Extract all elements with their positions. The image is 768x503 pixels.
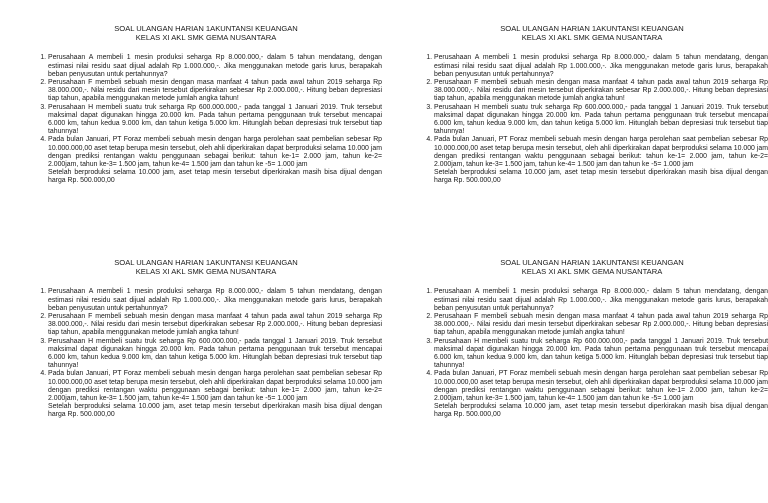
worksheet-copy-2 (408, 24, 768, 264)
question-2: 2. Perusahaan F membeli sebuah mesin dengan masa manfaat 4 tahun pada awal tahun 2019 seharga Rp 38.000.000,-. Nilai residu dari mesin tersebut diperkirakan sebesar Rp 2.000.000,-. Hitung beban depresiasi tiap tahun, apabila menggunakan metode jumlah angka tahun! (434, 79, 768, 104)
header-class: KELAS XI AKL SMK GEMA NUSANTARA (521, 33, 663, 43)
question-4-note: Setelah berproduksi selama 10.000 jam, aset tetap mesin tersebut diperkirakan masih bisa dijual dengan harga Rp. 500.000,00 (48, 169, 382, 185)
worksheet-header (30, 24, 382, 42)
question-4 (48, 136, 382, 185)
worksheet-header (30, 258, 382, 276)
header-title: SOAL ULANGAN HARIAN 1AKUNTANSI KEUANGAN (500, 24, 684, 33)
question-4-note: Setelah berproduksi selama 10.000 jam, aset tetap mesin tersebut diperkirakan masih bisa dijual dengan harga Rp. 500.000,00 (434, 169, 768, 185)
question-4-text: Pada bulan Januari, PT Foraz membeli sebuah mesin dengan harga perolehan saat pembelian sebesar Rp 10.000.000,00 aset tetap berupa mesin tersebut, oleh ahli diperkirakan dapat berproduksi selama 10.000 jam dengan prediksi rentangan waktu penggunaan sebagai berikut: tahun ke-1= 2.000 jam, tahun ke-2= 2.000jam, tahun ke-3= 1.500 jam, tahun ke-4= 1.500 jam dan tahun ke -5= 1.000 jam (434, 370, 768, 403)
question-3: 3. Perusahaan H membeli suatu truk seharga Rp 600.000.000,- pada tanggal 1 Januari 2019. Truk tersebut maksimal dapat digunakan hingga 20.000 km. Pada tahun pertama penggunaan truk tersebut mencapai 6.000 km, tahun kedua 9.000 km, dan tahun ketiga 5.000 km. Hitunglah beban depresiasi truk tersebut tiap tahunnya! (434, 104, 768, 137)
question-4-text: Pada bulan Januari, PT Foraz membeli sebuah mesin dengan harga perolehan saat pembelian sebesar Rp 10.000.000,00 aset tetap berupa mesin tersebut, oleh ahli diperkirakan dapat berproduksi selama 10.000 jam dengan prediksi rentangan waktu penggunaan sebagai berikut: tahun ke-1= 2.000 jam, tahun ke-2= 2.000jam, tahun ke-3= 1.500 jam, tahun ke-4= 1.500 jam dan tahun ke -5= 1.000 jam (48, 136, 382, 169)
header-class: KELAS XI AKL SMK GEMA NUSANTARA (135, 33, 277, 43)
worksheet-copy-3 (22, 258, 382, 498)
header-title: SOAL ULANGAN HARIAN 1AKUNTANSI KEUANGAN (500, 258, 684, 267)
question-3: 3. Perusahaan H membeli suatu truk seharga Rp 600.000.000,- pada tanggal 1 Januari 2019. Truk tersebut maksimal dapat digunakan hingga 20.000 km. Pada tahun pertama penggunaan truk tersebut mencapai 6.000 km, tahun kedua 9.000 km, dan tahun ketiga 5.000 km. Hitunglah beban depresiasi truk tersebut tiap tahunnya! (48, 338, 382, 371)
header-title: SOAL ULANGAN HARIAN 1AKUNTANSI KEUANGAN (114, 258, 298, 267)
worksheet-header (416, 258, 768, 276)
question-1: 1. Perusahaan A membeli 1 mesin produksi seharga Rp 8.000.000,- dalam 5 tahun mendatang, dengan estimasi nilai residu saat dijual adalah Rp 1.000.000,-. Jika menggunakan metode garis lurus, berapakah beban penyusutan untuk pertahunnya? (434, 288, 768, 313)
question-4-text: Pada bulan Januari, PT Foraz membeli sebuah mesin dengan harga perolehan saat pembelian sebesar Rp 10.000.000,00 aset tetap berupa mesin tersebut, oleh ahli diperkirakan dapat berproduksi selama 10.000 jam dengan prediksi rentangan waktu penggunaan sebagai berikut: tahun ke-1= 2.000 jam, tahun ke-2= 2.000jam, tahun ke-3= 1.500 jam, tahun ke-4= 1.500 jam dan tahun ke -5= 1.000 jam (434, 136, 768, 169)
question-1: 1. Perusahaan A membeli 1 mesin produksi seharga Rp 8.000.000,- dalam 5 tahun mendatang, dengan estimasi nilai residu saat dijual adalah Rp 1.000.000,-. Jika menggunakan metode garis lurus, berapakah beban penyusutan untuk pertahunnya? (48, 288, 382, 313)
question-list (408, 54, 768, 185)
question-2: 2. Perusahaan F membeli sebuah mesin dengan masa manfaat 4 tahun pada awal tahun 2019 seharga Rp 38.000.000,-. Nilai residu dari mesin tersebut diperkirakan sebesar Rp 2.000.000,-. Hitung beban depresiasi tiap tahun, apabila menggunakan metode jumlah angka tahun! (48, 313, 382, 338)
question-3: 3. Perusahaan H membeli suatu truk seharga Rp 600.000.000,- pada tanggal 1 Januari 2019. Truk tersebut maksimal dapat digunakan hingga 20.000 km. Pada tahun pertama penggunaan truk tersebut mencapai 6.000 km, tahun kedua 9.000 km, dan tahun ketiga 5.000 km. Hitunglah beban depresiasi truk tersebut tiap tahunnya! (48, 104, 382, 137)
question-4-note: Setelah berproduksi selama 10.000 jam, aset tetap mesin tersebut diperkirakan masih bisa dijual dengan harga Rp. 500.000,00 (48, 403, 382, 419)
header-class: KELAS XI AKL SMK GEMA NUSANTARA (521, 267, 663, 277)
worksheet-copy-1 (22, 24, 382, 264)
question-4-note: Setelah berproduksi selama 10.000 jam, aset tetap mesin tersebut diperkirakan masih bisa dijual dengan harga Rp. 500.000,00 (434, 403, 768, 419)
question-1: 1. Perusahaan A membeli 1 mesin produksi seharga Rp 8.000.000,- dalam 5 tahun mendatang, dengan estimasi nilai residu saat dijual adalah Rp 1.000.000,-. Jika menggunakan metode garis lurus, berapakah beban penyusutan untuk pertahunnya? (434, 54, 768, 79)
question-list (22, 288, 382, 419)
question-4 (48, 370, 382, 419)
question-2: 2. Perusahaan F membeli sebuah mesin dengan masa manfaat 4 tahun pada awal tahun 2019 seharga Rp 38.000.000,-. Nilai residu dari mesin tersebut diperkirakan sebesar Rp 2.000.000,-. Hitung beban depresiasi tiap tahun, apabila menggunakan metode jumlah angka tahun! (48, 79, 382, 104)
question-4-text: Pada bulan Januari, PT Foraz membeli sebuah mesin dengan harga perolehan saat pembelian sebesar Rp 10.000.000,00 aset tetap berupa mesin tersebut, oleh ahli diperkirakan dapat berproduksi selama 10.000 jam dengan prediksi rentangan waktu penggunaan sebagai berikut: tahun ke-1= 2.000 jam, tahun ke-2= 2.000jam, tahun ke-3= 1.500 jam, tahun ke-4= 1.500 jam dan tahun ke -5= 1.000 jam (48, 370, 382, 403)
question-2: 2. Perusahaan F membeli sebuah mesin dengan masa manfaat 4 tahun pada awal tahun 2019 seharga Rp 38.000.000,-. Nilai residu dari mesin tersebut diperkirakan sebesar Rp 2.000.000,-. Hitung beban depresiasi tiap tahun, apabila menggunakan metode jumlah angka tahun! (434, 313, 768, 338)
header-class: KELAS XI AKL SMK GEMA NUSANTARA (135, 267, 277, 277)
header-title: SOAL ULANGAN HARIAN 1AKUNTANSI KEUANGAN (114, 24, 298, 33)
question-1: 1. Perusahaan A membeli 1 mesin produksi seharga Rp 8.000.000,- dalam 5 tahun mendatang, dengan estimasi nilai residu saat dijual adalah Rp 1.000.000,-. Jika menggunakan metode garis lurus, berapakah beban penyusutan untuk pertahunnya? (48, 54, 382, 79)
question-list (408, 288, 768, 419)
worksheet-copy-4 (408, 258, 768, 498)
worksheet-header (416, 24, 768, 42)
question-4 (434, 370, 768, 419)
question-list (22, 54, 382, 185)
question-3: 3. Perusahaan H membeli suatu truk seharga Rp 600.000.000,- pada tanggal 1 Januari 2019. Truk tersebut maksimal dapat digunakan hingga 20.000 km. Pada tahun pertama penggunaan truk tersebut mencapai 6.000 km, tahun kedua 9.000 km, dan tahun ketiga 5.000 km. Hitunglah beban depresiasi truk tersebut tiap tahunnya! (434, 338, 768, 371)
question-4 (434, 136, 768, 185)
